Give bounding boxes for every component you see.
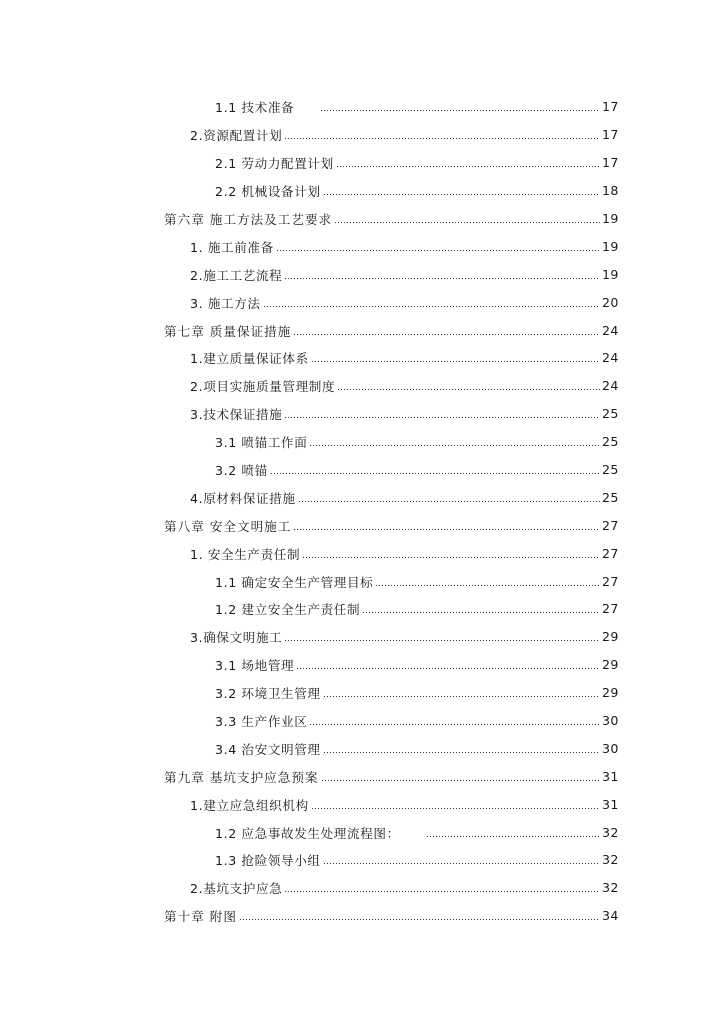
toc-entry[interactable] bbox=[0, 372, 724, 400]
toc-entry-title: 3. 施工方法 bbox=[190, 295, 261, 311]
dot-leader bbox=[362, 612, 600, 613]
dot-leader bbox=[309, 724, 600, 725]
toc-page-number: 25 bbox=[602, 489, 619, 505]
dot-leader bbox=[309, 445, 600, 446]
dot-leader bbox=[337, 389, 600, 390]
dot-leader bbox=[284, 891, 600, 892]
toc-page-number: 29 bbox=[602, 629, 619, 645]
toc-entry[interactable] bbox=[0, 232, 724, 260]
toc-chapter-entry[interactable] bbox=[0, 902, 724, 930]
toc-page-number: 29 bbox=[602, 657, 619, 673]
toc-page-number: 19 bbox=[602, 211, 619, 226]
toc-entry[interactable] bbox=[0, 818, 724, 846]
toc-entry-title: 3.4 治安文明管理 bbox=[215, 741, 321, 757]
dot-leader bbox=[320, 110, 600, 111]
dot-leader bbox=[311, 808, 600, 809]
dot-leader bbox=[293, 334, 600, 335]
toc-chapter-entry[interactable] bbox=[0, 316, 724, 344]
toc-entry-title: 第九章 基坑支护应急预案 bbox=[164, 769, 319, 785]
dot-leader bbox=[284, 138, 600, 139]
dot-leader bbox=[284, 278, 600, 279]
toc-entry[interactable] bbox=[0, 707, 724, 735]
dot-leader bbox=[334, 222, 600, 223]
dot-leader bbox=[239, 919, 600, 920]
dot-leader bbox=[293, 529, 600, 530]
toc-entry[interactable] bbox=[0, 483, 724, 511]
dot-leader bbox=[284, 417, 600, 418]
toc-page-number: 25 bbox=[602, 462, 619, 478]
dot-leader bbox=[323, 194, 600, 195]
toc-chapter-entry[interactable] bbox=[0, 205, 724, 233]
toc-entry[interactable] bbox=[0, 874, 724, 902]
toc-page-number: 31 bbox=[602, 768, 619, 784]
toc-entry-title: 3.技术保证措施 bbox=[190, 407, 283, 423]
toc-entry-title: 1.1 技术准备 bbox=[215, 100, 295, 116]
dot-leader bbox=[263, 306, 600, 307]
toc-entry-title: 1. 安全生产责任制 bbox=[190, 546, 301, 562]
toc-page-number: 25 bbox=[602, 434, 619, 450]
toc-entry-title: 第六章 施工方法及工艺要求 bbox=[164, 212, 333, 227]
toc-entry-title: 1.建立应急组织机构 bbox=[190, 797, 309, 813]
toc-page-number: 25 bbox=[602, 406, 619, 422]
toc-entry-title: 4.原材料保证措施 bbox=[190, 490, 296, 506]
toc-page-number: 30 bbox=[602, 740, 619, 756]
toc-entry[interactable] bbox=[0, 539, 724, 567]
toc-entry-title: 第八章 安全文明施工 bbox=[164, 518, 292, 534]
toc-entry-title: 3.2 喷锚 bbox=[215, 463, 268, 479]
toc-page-number: 19 bbox=[602, 238, 619, 254]
dot-leader bbox=[276, 250, 600, 251]
toc-page-number: 32 bbox=[602, 852, 619, 868]
toc-entry-title: 1.1 确定安全生产管理目标 bbox=[215, 574, 374, 590]
toc-entry[interactable] bbox=[0, 679, 724, 707]
toc-page-number: 24 bbox=[602, 350, 619, 366]
toc-page-number: 20 bbox=[602, 294, 619, 310]
toc-entry-title: 2.2 机械设备计划 bbox=[215, 184, 321, 200]
toc-page-number: 32 bbox=[602, 824, 619, 840]
toc-entry[interactable] bbox=[0, 400, 724, 428]
toc-entry-title: 3.2 环境卫生管理 bbox=[215, 686, 321, 702]
toc-entry[interactable] bbox=[0, 93, 724, 121]
toc-entry-title: 1. 施工前准备 bbox=[190, 239, 274, 255]
toc-entry[interactable] bbox=[0, 651, 724, 679]
toc-entry[interactable] bbox=[0, 790, 724, 818]
toc-entry-title: 1.2 建立安全生产责任制 bbox=[215, 602, 361, 618]
toc-entry[interactable] bbox=[0, 288, 724, 316]
toc-entry[interactable] bbox=[0, 121, 724, 149]
toc-entry-title: 2.施工工艺流程 bbox=[190, 267, 283, 283]
toc-entry[interactable] bbox=[0, 567, 724, 595]
toc-page-number: 32 bbox=[602, 880, 619, 896]
table-of-contents bbox=[0, 93, 724, 930]
toc-entry-title: 第七章 质量保证措施 bbox=[164, 323, 292, 339]
toc-entry[interactable] bbox=[0, 846, 724, 874]
toc-page-number: 27 bbox=[602, 573, 619, 589]
toc-entry-title: 2.基坑支护应急 bbox=[190, 881, 283, 897]
toc-entry[interactable] bbox=[0, 595, 724, 623]
toc-entry[interactable] bbox=[0, 149, 724, 177]
dot-leader bbox=[270, 473, 600, 474]
toc-entry-title: 2.资源配置计划 bbox=[190, 128, 283, 144]
toc-page-number: 31 bbox=[602, 796, 619, 812]
toc-page-number: 34 bbox=[602, 908, 619, 924]
toc-page-number: 27 bbox=[602, 601, 619, 617]
toc-entry-title: 3.3 生产作业区 bbox=[215, 714, 308, 730]
toc-entry-title: 2.项目实施质量管理制度 bbox=[190, 379, 336, 395]
dot-leader bbox=[426, 836, 600, 837]
toc-entry-title: 第十章 附图 bbox=[164, 909, 237, 925]
dot-leader bbox=[323, 863, 600, 864]
toc-page-number: 17 bbox=[602, 127, 619, 143]
toc-entry[interactable] bbox=[0, 177, 724, 205]
toc-entry[interactable] bbox=[0, 428, 724, 456]
toc-entry[interactable] bbox=[0, 456, 724, 484]
toc-entry[interactable] bbox=[0, 734, 724, 762]
dot-leader bbox=[296, 668, 600, 669]
dot-leader bbox=[311, 361, 600, 362]
toc-entry[interactable] bbox=[0, 623, 724, 651]
toc-chapter-entry[interactable] bbox=[0, 762, 724, 790]
toc-entry[interactable] bbox=[0, 344, 724, 372]
toc-page-number: 27 bbox=[602, 545, 619, 561]
toc-page-number: 27 bbox=[602, 517, 619, 533]
dot-leader bbox=[323, 752, 600, 753]
dot-leader bbox=[336, 166, 600, 167]
toc-page-number: 30 bbox=[602, 713, 619, 729]
toc-entry-title: 1.建立质量保证体系 bbox=[190, 351, 309, 367]
dot-leader bbox=[298, 501, 600, 502]
dot-leader bbox=[323, 696, 600, 697]
toc-page-number: 29 bbox=[602, 685, 619, 701]
toc-entry-title: 1.2 应急事故发生处理流程图： bbox=[215, 825, 400, 841]
toc-page-number: 17 bbox=[602, 99, 619, 115]
toc-entry-title: 2.1 劳动力配置计划 bbox=[215, 156, 334, 172]
toc-page-number: 17 bbox=[602, 155, 619, 171]
dot-leader bbox=[321, 780, 600, 781]
toc-page-number: 24 bbox=[602, 322, 619, 338]
toc-entry-title: 1.3 抢险领导小组 bbox=[215, 853, 321, 869]
toc-page-number: 24 bbox=[602, 378, 619, 394]
toc-chapter-entry[interactable] bbox=[0, 511, 724, 539]
toc-entry[interactable] bbox=[0, 260, 724, 288]
dot-leader bbox=[375, 585, 600, 586]
toc-page-number: 19 bbox=[602, 266, 619, 282]
toc-page-number: 18 bbox=[602, 183, 619, 199]
toc-entry-title: 3.1 场地管理 bbox=[215, 658, 295, 674]
dot-leader bbox=[302, 557, 600, 558]
toc-entry-title: 3.1 喷锚工作面 bbox=[215, 435, 308, 451]
toc-entry-title: 3.确保文明施工 bbox=[190, 630, 283, 646]
dot-leader bbox=[284, 640, 600, 641]
